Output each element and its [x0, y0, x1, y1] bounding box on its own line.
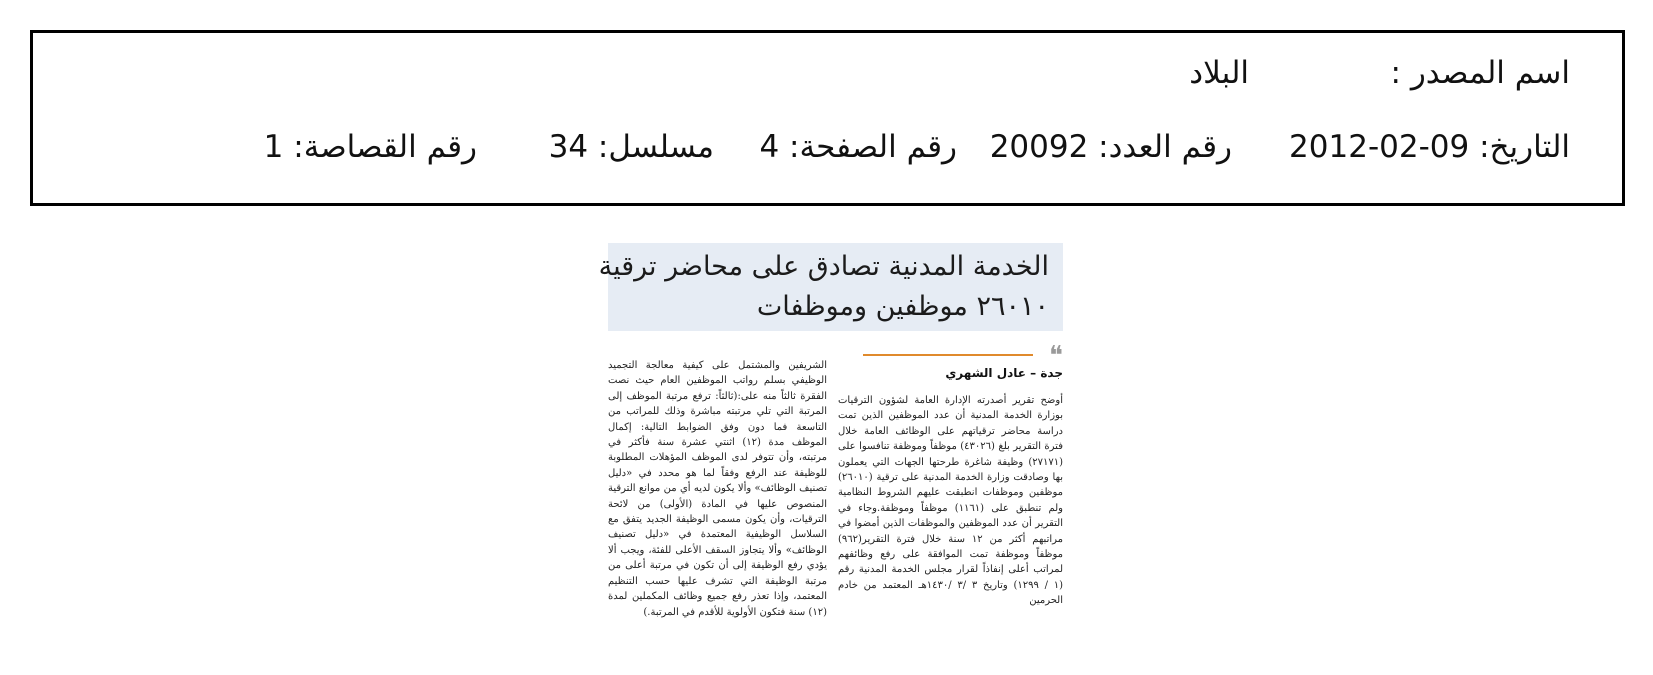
article-column-left	[608, 358, 827, 620]
column-left-text: الشريفين والمشتمل على كيفية معالجة التجميد الوظيفي بسلم رواتب الموظفين العام حيث نصت الفقرة ثالثاً منه على:(ثالثاً: ترفع مرتبة الموظف إلى المرتبة التي تلي مرتبته مباشرة وذلك للمراتب من التاسعة فما دون وفق الضوابط التالية: إكمال الموظف مدة (١٢) اثنتي عشرة سنة فأكثر في مرتبته، وأن تتوفر لدى الموظف المؤهلات المطلوبة للوظيفة عند الرفع وفقاً لما هو محدد في «دليل تصنيف الوظائف» وألا يكون لديه أي من موانع الترقية المنصوص عليها في المادة (الأولى) من لائحة الترقيات، وأن يكون مسمى الوظيفة الجديد يتفق مع السلاسل الوظيفية المعتمدة في «دليل تصنيف الوظائف» وألا يتجاوز السقف الأعلى للفئة، ويجب ألا يؤدي رفع الوظيفة إلى أن تكون في مرتبة أعلى من مرتبة الوظيفة التي تشرف عليها حسب التنظيم المعتمد، وإذا تعذر رفع جميع وظائف المكملين لمدة (١٢) سنة فتكون الأولوية للأقدم في المرتبة.)	[608, 360, 828, 618]
headline	[599, 247, 1049, 327]
headline-box	[598, 243, 1063, 331]
metadata-header	[30, 30, 1625, 206]
byline: جدة – عادل الشهري	[945, 366, 1063, 380]
newspaper-clipping	[598, 243, 1064, 675]
page-number-field: رقم الصفحة: 4	[759, 129, 957, 165]
date-field: التاريخ: 09-02-2012	[1289, 129, 1570, 165]
headline-line-2: ٢٦٠١٠ موظفين وموظفات	[756, 291, 1049, 322]
orange-divider	[863, 354, 1033, 356]
headline-line-1: الخدمة المدنية تصادق على محاضر ترقية	[598, 251, 1049, 282]
issue-number-field: رقم العدد: 20092	[989, 129, 1232, 165]
quote-mark-icon: ❝	[1049, 341, 1063, 371]
clip-number-field: رقم القصاصة: 1	[263, 129, 477, 165]
source-label: اسم المصدر :	[1390, 55, 1570, 91]
serial-field: مسلسل: 34	[548, 129, 714, 165]
article-column-right	[838, 393, 1063, 609]
source-value: البلاد	[1189, 55, 1249, 91]
column-right-text: أوضح تقرير أصدرته الإدارة العامة لشؤون الترقيات بوزارة الخدمة المدنية أن عدد الموظفين الذين تمت دراسة محاضر ترقياتهم على الوظائف العامة خلال فترة التقرير بلغ (٤٣٠٢٦) موظفاً وموظفة تنافسوا على (٢٧١٧١) وظيفة شاغرة طرحتها الجهات التي يعملون بها وصادقت وزارة الخدمة المدنية على ترقية (٢٦٠١٠) موظفين وموظفات انطبقت عليهم الشروط النظامية ولم تنطبق على (١١٦١) موظفاً وموظفة.وجاء في التقرير أن عدد الموظفين والموظفات الذين أمضوا في مراتبهم أكثر من ١٢ سنة خلال فترة التقرير(٩٦٢) موظفاً وموظفة تمت الموافقة على رفع وظائفهم لمراتب أعلى إنفاذاً لقرار مجلس الخدمة المدنية رقم (١ / ١٢٩٩) وتاريخ ٣ /٣ /١٤٣٠هـ المعتمد من خادم الحرمين	[838, 395, 1064, 607]
